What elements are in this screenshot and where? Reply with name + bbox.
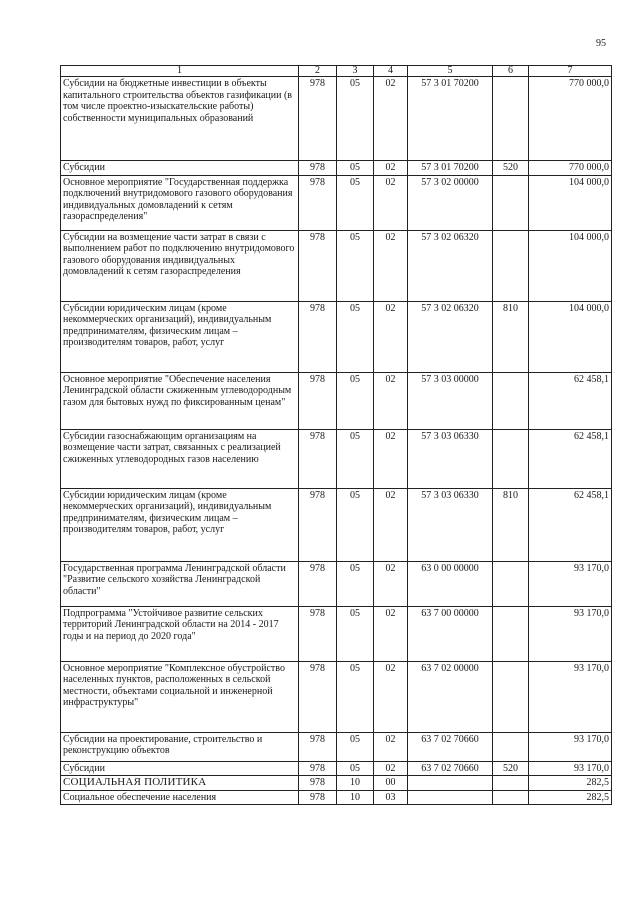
section-code: 05 xyxy=(337,175,374,230)
amount: 104 000,0 xyxy=(529,175,612,230)
expense-type-code xyxy=(493,561,529,606)
ministry-code: 978 xyxy=(299,606,337,661)
table-row xyxy=(61,161,612,176)
ministry-code: 978 xyxy=(299,429,337,488)
subsection-code: 02 xyxy=(374,175,408,230)
header-cell: 4 xyxy=(374,66,408,77)
subsection-code: 00 xyxy=(374,776,408,791)
row-name: Основное мероприятие "Обеспечение населения Ленинградской области сжиженным углеводородным газом для бытовых нужд по фиксированным ценам" xyxy=(61,372,299,429)
table-row xyxy=(61,606,612,661)
table-row xyxy=(61,301,612,372)
amount: 770 000,0 xyxy=(529,77,612,161)
expense-type-code xyxy=(493,776,529,791)
section-code: 05 xyxy=(337,301,374,372)
header-cell: 5 xyxy=(408,66,493,77)
amount: 93 170,0 xyxy=(529,732,612,761)
row-name: Субсидии xyxy=(61,161,299,176)
table-row xyxy=(61,372,612,429)
ministry-code: 978 xyxy=(299,372,337,429)
row-name: Субсидии на проектирование, строительство и реконструкцию объектов xyxy=(61,732,299,761)
amount: 93 170,0 xyxy=(529,561,612,606)
amount: 104 000,0 xyxy=(529,230,612,301)
expense-type-code xyxy=(493,372,529,429)
table-row xyxy=(61,790,612,805)
amount: 62 458,1 xyxy=(529,488,612,561)
ministry-code: 978 xyxy=(299,661,337,732)
target-code: 57 3 01 70200 xyxy=(408,77,493,161)
table-row xyxy=(61,732,612,761)
target-code xyxy=(408,790,493,805)
header-cell: 3 xyxy=(337,66,374,77)
subsection-code: 02 xyxy=(374,488,408,561)
ministry-code: 978 xyxy=(299,732,337,761)
table-row xyxy=(61,77,612,161)
subsection-code: 02 xyxy=(374,661,408,732)
section-code: 05 xyxy=(337,230,374,301)
table-header-row xyxy=(61,66,612,77)
target-code: 63 7 02 70660 xyxy=(408,761,493,776)
expense-type-code xyxy=(493,661,529,732)
row-name: Субсидии xyxy=(61,761,299,776)
expense-type-code xyxy=(493,429,529,488)
section-code: 05 xyxy=(337,488,374,561)
target-code: 57 3 03 00000 xyxy=(408,372,493,429)
target-code: 57 3 02 06320 xyxy=(408,230,493,301)
header-cell: 7 xyxy=(529,66,612,77)
amount: 93 170,0 xyxy=(529,606,612,661)
subsection-code: 02 xyxy=(374,161,408,176)
subsection-code: 02 xyxy=(374,761,408,776)
expense-type-code xyxy=(493,732,529,761)
amount: 62 458,1 xyxy=(529,429,612,488)
row-name: Основное мероприятие "Комплексное обустройство населенных пунктов, расположенных в сельской местности, объектами социальной и инженерной инфраструктуры" xyxy=(61,661,299,732)
subsection-code: 02 xyxy=(374,561,408,606)
ministry-code: 978 xyxy=(299,561,337,606)
ministry-code: 978 xyxy=(299,230,337,301)
target-code: 63 0 00 00000 xyxy=(408,561,493,606)
table-row xyxy=(61,488,612,561)
section-code: 05 xyxy=(337,372,374,429)
page-number: 95 xyxy=(596,38,606,49)
table-row xyxy=(61,561,612,606)
subsection-code: 02 xyxy=(374,732,408,761)
subsection-code: 02 xyxy=(374,429,408,488)
amount: 62 458,1 xyxy=(529,372,612,429)
amount: 282,5 xyxy=(529,776,612,791)
target-code: 57 3 01 70200 xyxy=(408,161,493,176)
subsection-code: 02 xyxy=(374,230,408,301)
row-name: Социальное обеспечение населения xyxy=(61,790,299,805)
target-code: 57 3 02 00000 xyxy=(408,175,493,230)
subsection-code: 02 xyxy=(374,301,408,372)
amount: 104 000,0 xyxy=(529,301,612,372)
target-code: 63 7 02 00000 xyxy=(408,661,493,732)
section-code: 05 xyxy=(337,77,374,161)
row-name: Субсидии юридическим лицам (кроме некоммерческих организаций), индивидуальным предпринимателям, физическим лицам – производителям товаров, работ, услуг xyxy=(61,488,299,561)
amount: 93 170,0 xyxy=(529,761,612,776)
expense-type-code: 810 xyxy=(493,488,529,561)
subsection-code: 03 xyxy=(374,790,408,805)
expense-type-code xyxy=(493,606,529,661)
section-code: 10 xyxy=(337,776,374,791)
row-name: Субсидии газоснабжающим организациям на возмещение части затрат, связанных с реализацией сжиженных углеводородных газов населению xyxy=(61,429,299,488)
subsection-code: 02 xyxy=(374,77,408,161)
ministry-code: 978 xyxy=(299,161,337,176)
target-code xyxy=(408,776,493,791)
row-name: Субсидии юридическим лицам (кроме некоммерческих организаций), индивидуальным предпринимателям, физическим лицам – производителям товаров, работ, услуг xyxy=(61,301,299,372)
target-code: 57 3 03 06330 xyxy=(408,429,493,488)
row-name: СОЦИАЛЬНАЯ ПОЛИТИКА xyxy=(61,776,299,791)
ministry-code: 978 xyxy=(299,175,337,230)
section-code: 10 xyxy=(337,790,374,805)
row-name: Государственная программа Ленинградской области "Развитие сельского хозяйства Ленинградской области" xyxy=(61,561,299,606)
table-row xyxy=(61,661,612,732)
row-name: Подпрограмма "Устойчивое развитие сельских территорий Ленинградской области на 2014 - 2017 годы и на период до 2020 года" xyxy=(61,606,299,661)
target-code: 57 3 02 06320 xyxy=(408,301,493,372)
section-code: 05 xyxy=(337,661,374,732)
ministry-code: 978 xyxy=(299,77,337,161)
amount: 282,5 xyxy=(529,790,612,805)
table-row xyxy=(61,429,612,488)
expense-type-code xyxy=(493,230,529,301)
budget-table xyxy=(60,65,612,805)
ministry-code: 978 xyxy=(299,776,337,791)
table-row xyxy=(61,175,612,230)
expense-type-code: 520 xyxy=(493,161,529,176)
section-code: 05 xyxy=(337,561,374,606)
ministry-code: 978 xyxy=(299,761,337,776)
table-row xyxy=(61,761,612,776)
expense-type-code: 520 xyxy=(493,761,529,776)
section-code: 05 xyxy=(337,161,374,176)
ministry-code: 978 xyxy=(299,301,337,372)
section-code: 05 xyxy=(337,761,374,776)
section-code: 05 xyxy=(337,606,374,661)
header-cell: 1 xyxy=(61,66,299,77)
ministry-code: 978 xyxy=(299,488,337,561)
header-cell: 6 xyxy=(493,66,529,77)
expense-type-code xyxy=(493,175,529,230)
target-code: 57 3 03 06330 xyxy=(408,488,493,561)
ministry-code: 978 xyxy=(299,790,337,805)
section-code: 05 xyxy=(337,732,374,761)
expense-type-code xyxy=(493,790,529,805)
amount: 770 000,0 xyxy=(529,161,612,176)
row-name: Субсидии на возмещение части затрат в связи с выполнением работ по подключению внутридомового газового оборудования индивидуальных домовладений к сетям газораспределения xyxy=(61,230,299,301)
section-code: 05 xyxy=(337,429,374,488)
row-name: Субсидии на бюджетные инвестиции в объекты капитального строительства объектов газификации (в том числе проектно-изыскательские работы) собственности муниципальных образований xyxy=(61,77,299,161)
expense-type-code: 810 xyxy=(493,301,529,372)
expense-type-code xyxy=(493,77,529,161)
table-row xyxy=(61,230,612,301)
header-cell: 2 xyxy=(299,66,337,77)
target-code: 63 7 02 70660 xyxy=(408,732,493,761)
table-row xyxy=(61,776,612,791)
subsection-code: 02 xyxy=(374,606,408,661)
row-name: Основное мероприятие "Государственная поддержка подключений внутридомового газового оборудования индивидуальных домовладений к сетям газораспределения" xyxy=(61,175,299,230)
subsection-code: 02 xyxy=(374,372,408,429)
target-code: 63 7 00 00000 xyxy=(408,606,493,661)
amount: 93 170,0 xyxy=(529,661,612,732)
